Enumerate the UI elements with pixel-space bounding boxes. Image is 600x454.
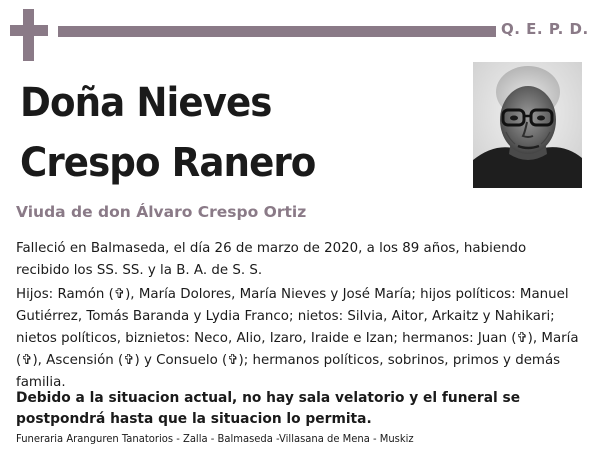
funeral-note-paragraph: Debido a la situacion actual, no hay sala velatorio y el funeral se postpondrá hasta que la situacion lo permita.: [16, 390, 521, 427]
death-notice-paragraph: Falleció en Balmaseda, el día 26 de marzo de 2020, a los 89 años, habiendo recibido los SS. SS. y la B. A. de S. S.: [16, 240, 527, 278]
name-line-1: Doña Nieves: [20, 80, 272, 126]
header-divider: [58, 26, 496, 37]
portrait-photo: [473, 62, 582, 188]
name-line-2: Crespo Ranero: [20, 140, 316, 186]
subtitle-widow-of: Viuda de don Álvaro Crespo Ortiz: [16, 203, 307, 221]
qepd-label: Q. E. P. D.: [501, 20, 589, 38]
family-list-paragraph: Hijos: Ramón (✞), María Dolores, María Nieves y José María; hijos políticos: Manuel Gutiérrez, Tomás Baranda y Lydia Franco; nietos: Silvia, Aitor, Arkaitz y Nahikari; nietos políticos, biznietos: Neco, Alio, Izaro, Iraide e Izan; hermanos: Juan (✞), María (✞), Ascensión (✞) y Consuelo (✞); hermanos políticos, sobrinos, primos y demás familia.: [16, 286, 579, 390]
funeral-home-footer: Funeraria Aranguren Tanatorios - Zalla - Balmaseda -Villasana de Mena - Muskiz: [16, 433, 414, 445]
cross-icon: [10, 9, 50, 61]
